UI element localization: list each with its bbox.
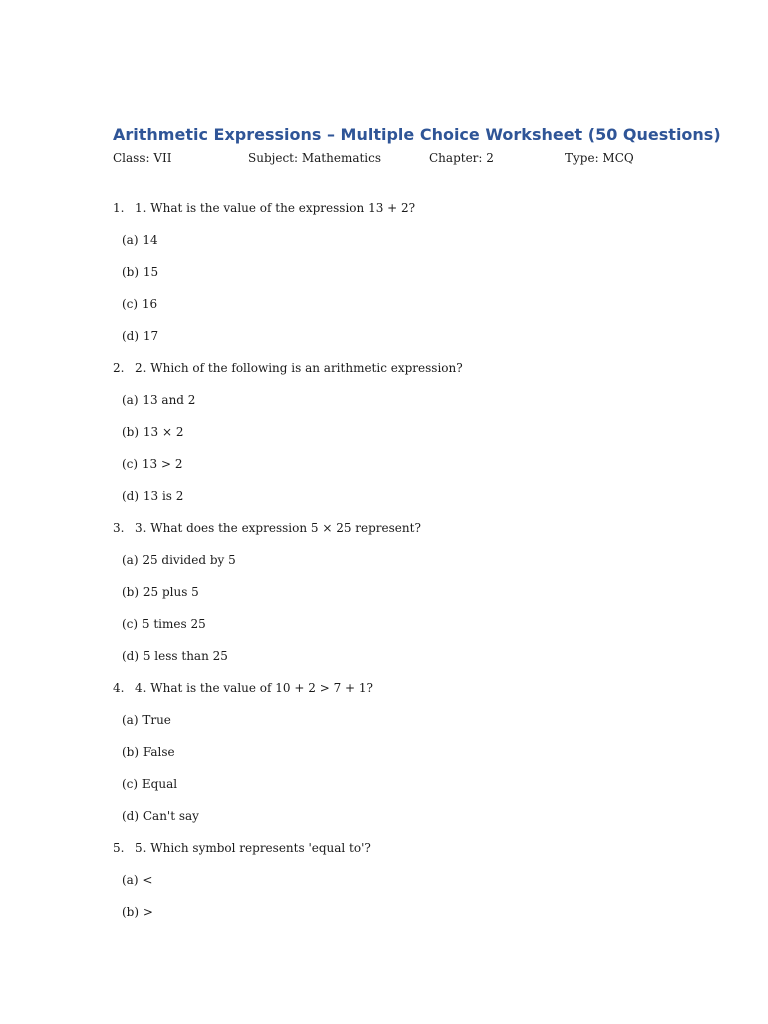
question-text: 1. What is the value of the expression 13 + 2? — [135, 201, 416, 215]
question-text: 2. Which of the following is an arithmetic expression? — [135, 361, 463, 375]
worksheet-meta — [113, 148, 673, 168]
meta-chapter: Chapter: 2 — [429, 151, 494, 165]
answer-option: (d) 5 less than 25 — [122, 649, 228, 663]
question-line — [113, 840, 673, 872]
meta-subject: Subject: Mathematics — [248, 151, 382, 165]
question-text: 3. What does the expression 5 × 25 represent? — [135, 521, 421, 535]
answer-option: (a) 13 and 2 — [122, 393, 196, 407]
answer-option: (b) 13 × 2 — [122, 425, 184, 439]
question-5 — [113, 840, 673, 936]
answer-option: (b) 15 — [122, 265, 159, 279]
worksheet-title: Arithmetic Expressions – Multiple Choice Worksheet (50 Questions) — [113, 125, 721, 144]
answer-option: (a) 14 — [122, 233, 158, 247]
question-number: 4. — [113, 681, 125, 695]
answer-option: (b) 25 plus 5 — [122, 585, 199, 599]
meta-type: Type: MCQ — [565, 151, 634, 165]
question-list — [113, 200, 673, 936]
answer-option: (a) True — [122, 713, 171, 727]
question-2 — [113, 360, 673, 520]
question-number: 3. — [113, 521, 125, 535]
question-line — [113, 680, 673, 712]
question-text: 4. What is the value of 10 + 2 > 7 + 1? — [135, 681, 373, 695]
question-1 — [113, 200, 673, 360]
answer-option: (c) 13 > 2 — [122, 457, 183, 471]
question-line — [113, 520, 673, 552]
question-3 — [113, 520, 673, 680]
meta-class: Class: VII — [113, 151, 172, 165]
question-line — [113, 360, 673, 392]
worksheet-page — [113, 124, 721, 936]
question-4 — [113, 680, 673, 840]
question-number: 2. — [113, 361, 125, 375]
answer-option: (b) > — [122, 905, 153, 919]
answer-option: (b) False — [122, 745, 175, 759]
answer-option: (c) 16 — [122, 297, 158, 311]
answer-option: (a) < — [122, 873, 153, 887]
answer-option: (d) Can't say — [122, 809, 199, 823]
question-number: 1. — [113, 201, 125, 215]
answer-option: (d) 17 — [122, 329, 159, 343]
answer-option: (d) 13 is 2 — [122, 489, 184, 503]
question-line — [113, 200, 673, 232]
answer-option: (a) 25 divided by 5 — [122, 553, 236, 567]
answer-option: (c) 5 times 25 — [122, 617, 206, 631]
question-number: 5. — [113, 841, 125, 855]
answer-option: (c) Equal — [122, 777, 178, 791]
question-text: 5. Which symbol represents 'equal to'? — [135, 841, 371, 855]
